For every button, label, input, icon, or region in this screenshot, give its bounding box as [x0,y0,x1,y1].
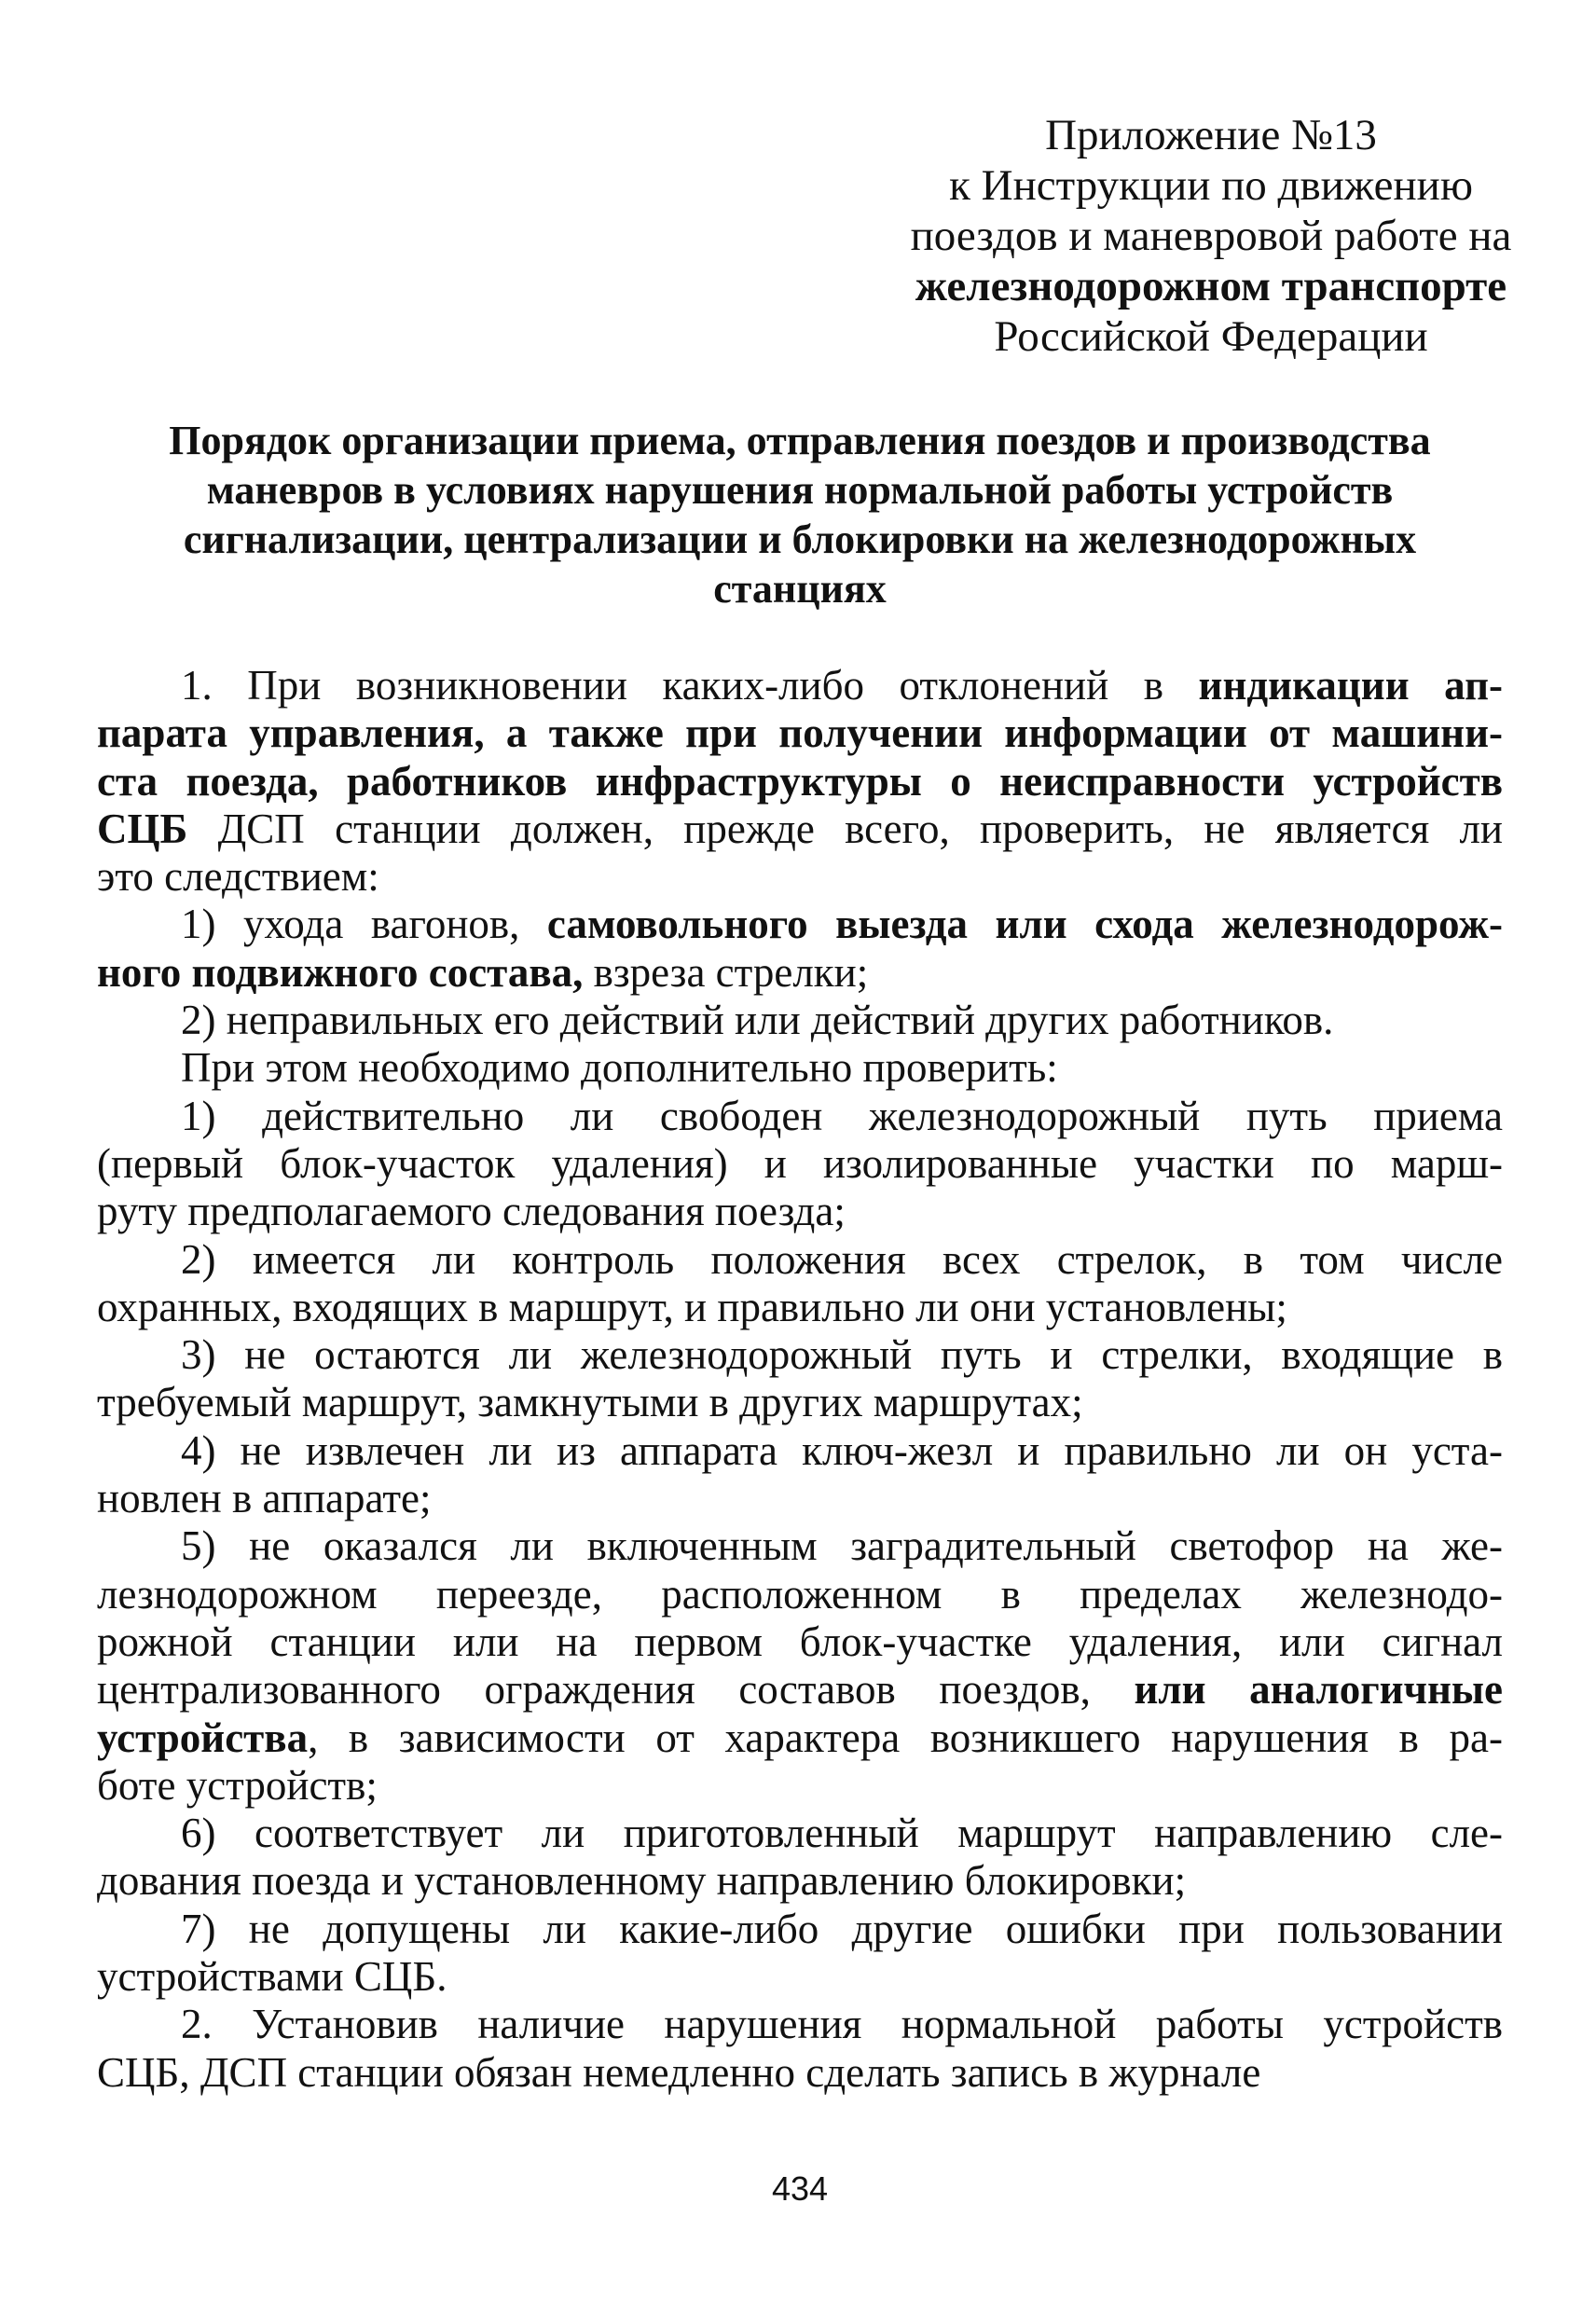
bold-text: СЦБ [97,805,188,852]
text-run: взреза стрелки; [583,948,869,996]
paragraph [97,997,1503,1044]
body-text [97,662,1503,2097]
text-line [97,1044,1503,1092]
text-run: требуемый маршрут, замкнутыми в других маршрутах; [97,1379,1083,1426]
text-line [97,1188,1503,1235]
paragraph [97,1427,1503,1523]
title-line: сигнализации, централизации и блокировки на железнодорожных [183,516,1417,562]
paragraph [97,1522,1503,1810]
document-page [97,0,1512,2313]
text-run: СЦБ, ДСП станции обязан немедленно сделать запись в журнале [97,2048,1261,2096]
appendix-line: Российской Федерации [994,312,1428,361]
text-line [97,1810,1503,1857]
text-run: 2. Установив наличие нарушения нормальной работы устройств [181,2001,1503,2048]
text-line [97,1331,1503,1379]
title-line: Порядок организации приема, отправления поездов и производства [169,418,1431,463]
text-run: ДСП станции должен, прежде всего, проверить, не является ли [187,805,1503,852]
text-run: 4) не извлечен ли из аппарата ключ-жезл и правильно ли он уста- [181,1426,1503,1474]
text-line [97,997,1503,1044]
text-line [97,1093,1503,1140]
text-line [97,662,1503,709]
text-run: (первый блок-участок удаления) и изолированные участки по марш- [97,1139,1503,1187]
bold-text: ста поезда, работников инфраструктуры о неисправности устройств [97,757,1503,805]
text-line [97,758,1503,805]
text-line [97,949,1503,997]
text-line [97,901,1503,948]
text-run: боте устройств; [97,1761,378,1809]
appendix-line: к Инструкции по движению [949,161,1473,210]
text-run: , в зависимости от характера возникшего нарушения в ра- [308,1714,1503,1761]
bold-text: индикации ап- [1198,662,1503,709]
bold-text: или аналогичные [1134,1666,1503,1714]
text-run: руту предполагаемого следования поезда; [97,1188,846,1235]
text-run: рожной станции или на первом блок-участке удаления, или сигнал [97,1618,1503,1665]
text-run: 5) не оказался ли включенным заградительный светофор на же- [181,1522,1503,1570]
text-run: устройствами СЦБ. [97,1953,447,2001]
paragraph [97,1906,1503,2002]
appendix-line: железнодорожном транспорте [915,262,1507,310]
text-run: При этом необходимо дополнительно проверить: [181,1044,1058,1092]
text-line [97,1571,1503,1618]
paragraph [97,662,1503,901]
bold-text: устройства [97,1714,309,1761]
page-number: 434 [771,2169,829,2208]
title-line: маневров в условиях нарушения нормальной работы устройств [206,467,1394,513]
paragraph [97,1236,1503,1332]
text-run: 7) не допущены ли какие-либо другие ошибки при пользовании [181,1905,1503,1952]
text-run: это следствием: [97,853,379,901]
text-run: 2) имеется ли контроль положения всех стрелок, в том числе [181,1235,1503,1283]
paragraph [97,1093,1503,1236]
text-line [97,1284,1503,1331]
text-run: лезнодорожном переезде, расположенном в пределах железнодо- [97,1570,1503,1618]
appendix-line: поездов и маневровой работе на [910,212,1512,260]
text-run: охранных, входящих в маршрут, и правильно ли они установлены; [97,1283,1287,1330]
text-run: 3) не остаются ли железнодорожный путь и стрелки, входящие в [181,1331,1503,1379]
text-line [97,1379,1503,1426]
bold-text: ного подвижного состава, [97,948,584,996]
text-line [97,1714,1503,1762]
text-line [97,1618,1503,1666]
text-line [97,1666,1503,1714]
text-line [97,709,1503,757]
text-run: 1) действительно ли свободен железнодорожный путь приема [181,1092,1503,1139]
text-line [97,1236,1503,1284]
text-run: 1) ухода вагонов, [181,901,547,948]
text-run: 1. При возникновении каких-либо отклонений в [181,662,1199,709]
paragraph [97,1810,1503,1906]
bold-text: самовольного выезда или схода железнодорож- [546,901,1503,948]
text-line [97,1475,1503,1522]
text-line [97,2049,1503,2097]
document-title [97,416,1503,613]
paragraph [97,1044,1503,1092]
text-line [97,805,1503,853]
text-line [97,1522,1503,1570]
text-line [97,1427,1503,1475]
text-run: 6) соответствует ли приготовленный маршрут направлению сле- [181,1810,1503,1857]
text-line [97,853,1503,901]
text-run: 2) неправильных его действий или действий других работников. [181,997,1334,1044]
appendix-line: Приложение №13 [1045,111,1377,159]
text-run: централизованного ограждения составов поездов, [97,1666,1135,1714]
text-run: новлен в аппарате; [97,1475,432,1522]
appendix-heading [801,110,1596,362]
text-line [97,1953,1503,2001]
text-line [97,1762,1503,1810]
title-line: станциях [713,566,887,612]
text-line [97,2001,1503,2048]
paragraph [97,1331,1503,1427]
text-line [97,1140,1503,1188]
paragraph [97,901,1503,997]
text-run: дования поезда и установленному направлению блокировки; [97,1857,1187,1905]
text-line [97,1857,1503,1905]
paragraph [97,2001,1503,2097]
text-line [97,1906,1503,1953]
bold-text: парата управления, а также при получении информации от машини- [97,709,1503,757]
